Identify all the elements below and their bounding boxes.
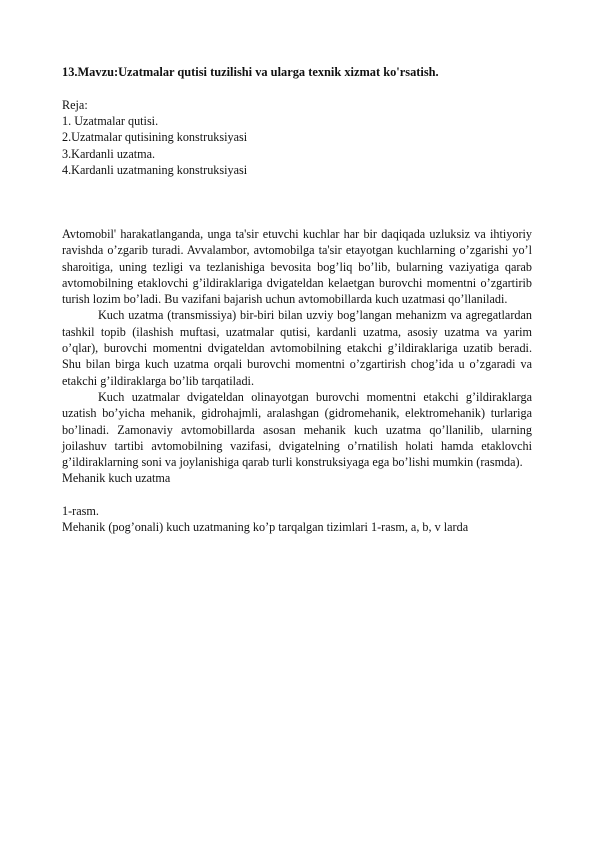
paragraph: Kuch uzatmalar dvigateldan olinayotgan burovchi momentni etakchi g’ildiraklarga uzatish bo’yicha mehanik, gidrohajmli, aralashgan (gidromehanik, elektromehanik) turlariga bo’linadi. Zamonaviy avtomobillarda asosan mehanik kuch uzatma qo’llanilib, ularning joilashuv tartibi avtomobilning vazifasi, dvigatelning o’rnatilish holati hamda etaklovchi g’ildiraklarning soni va joylanishiga qarab turli konstruksiyaga ega bo’lishi mumkin (rasmda). [62,389,532,470]
plan-item: 1. Uzatmalar qutisi. [62,114,159,129]
plan-item: 2.Uzatmalar qutisining konstruksiyasi [62,130,248,145]
section-subheading: Mehanik kuch uzatma [62,471,171,486]
plan-item: 4.Kardanli uzatmaning konstruksiyasi [62,162,248,177]
page-title: 13.Mavzu:Uzatmalar qutisi tuzilishi va ularga texnik xizmat ko'rsatish. [62,65,439,79]
figure-caption: 1-rasm. [62,504,99,519]
figure-description: Mehanik (pog’onali) kuch uzatmaning ko’p tarqalgan tizimlari 1-rasm, a, b, v larda [62,520,469,535]
plan-section [62,97,247,178]
body-text [62,226,532,536]
paragraph: Avtomobil' harakatlanganda, unga ta'sir etuvchi kuchlar har bir daqiqada uzluksiz va ihtiyoriy ravishda o’zgarib turadi. Avvalambor, avtomobilga ta'sir etayotgan kuchlarning o’zgarishi yo’l sharoitiga, uning tezligi va tezlanishiga bevosita bog’liq bo’lib, bularning vaziyatiga qarab avtomobilning etaklovchi g’ildiraklariga dvigateldan kelaetgan burovchi momentni o’zgartirib turish lozim bo’ladi. Bu vazifani bajarish uchun avtomobillarda kuch uzatmasi qo’llaniladi. [62,227,532,307]
plan-item: 3.Kardanli uzatma. [62,146,156,161]
blank-line [62,487,532,503]
plan-heading: Reja: [62,98,88,112]
paragraph: Kuch uzatma (transmissiya) bir-biri bilan uzviy bog’langan mehanizm va agregatlardan tashkil topib (ilashish muftasi, uzatmalar qutisi, kardanli uzatma, asosiy uzatma va yarim o’qlar), burovchi momentni dvigateldan avtomobilning etakchi g’ildiraklariga uzatib beradi. Shu bilan birga kuch uzatma orqali burovchi momentni o’zgartirish chog’ida u o’zgaradi va etakchi g’ildiraklarga bo’lib tarqatiladi. [62,308,532,388]
